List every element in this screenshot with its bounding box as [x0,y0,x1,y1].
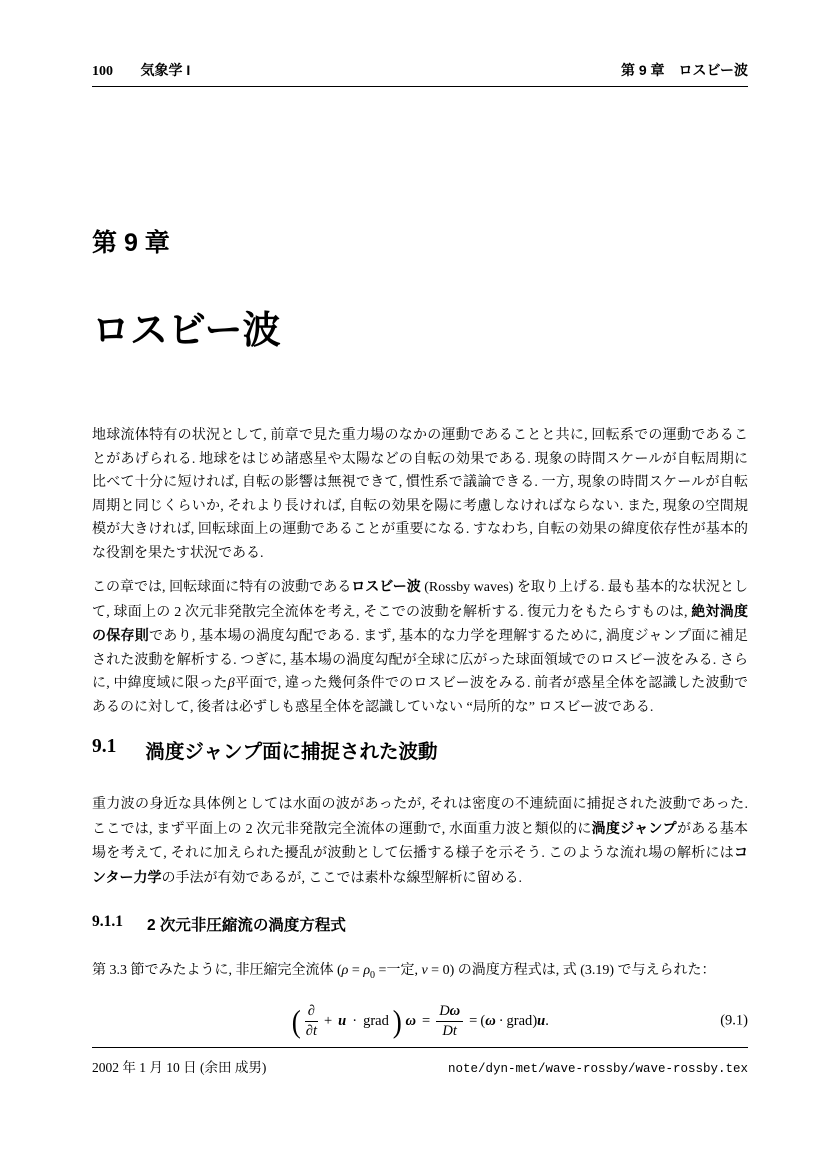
chapter-reference: 第 9 章 ロスビー波 [620,62,748,78]
subsection-title: 2 次元非圧縮流の渦度方程式 [147,917,346,934]
period: . [545,1012,549,1029]
course-title: 気象学 I [140,62,191,78]
footer-date: 2002 年 1 月 10 日 (余田 成男) [92,1060,267,1075]
grad-operator: grad [506,1012,533,1029]
dot-operator: · [352,1012,358,1029]
chapter-title: ロスビー波 [92,310,281,352]
right-paren: ) [532,1012,538,1029]
vorticity-vector: ω [485,1012,496,1029]
plus-operator: + [323,1012,333,1029]
header-left [92,60,190,80]
subsection-heading-9-1-1 [92,913,748,935]
partial-time-fraction: $\frac{\partial}{\partial t}$ [305,1002,317,1039]
header-rule [92,86,748,87]
equals-sign: = [422,1012,431,1029]
equals-sign: = [469,1012,478,1029]
section-number: 9.1 [92,736,117,757]
page-footer [92,1056,748,1076]
equation-number: (9.1) [720,1012,748,1029]
dot-operator: · [498,1012,504,1029]
big-left-paren: ( [291,1003,301,1039]
intro-paragraph: 地球流体特有の状況として, 前章で見た重力場のなかの運動であることと共に, 回転系での運動であることがあげられる. 地球をはじめ諸惑星や太陽などの自転の効果である. 現象の時間スケールが自転周期に比べて十分に短ければ, 自転の影響は無視できて, 慣性系で議論できる. 一方, 現象の時間スケールが自転周期と同じくらいか, それより長ければ, 自転の効果を陽に考慮しなければならない. また, 現象の空間規模が大きければ, 回転球面上の運動であることが重要になる. すなわち, 自転の効果の緯度依存性が基本的な役割を果たす状況である. [92,428,748,561]
section-title: 渦度ジャンプ面に捕捉された波動 [145,741,438,763]
velocity-vector: u [338,1012,347,1029]
equation-block [92,994,748,1048]
page-header [92,60,748,80]
equation-lead-sentence: 第 3.3 節でみたように, 非圧縮完全流体 ($\rho = \rho_0$ =一定, ν = 0) の渦度方程式は, 式 (3.19) で与えられた： [92,963,716,981]
section-heading-9-1 [92,736,748,764]
chapter-number: 第 9 章 [92,229,170,257]
section-intro-paragraph: 重力波の身近な具体例としては水面の波があったが, それは密度の不連続面に捕捉された波動であった. ここでは, まず平面上の 2 次元非発散完全流体の運動で, 水面重力波と類似的に渦度ジャンプがある基本場を考えて, それに加えられた擾乱が波動として伝播する様子を示そう. このような流れ場の解析にはコンター力学の手法が有効であるが, ここでは素朴な線型解析に留める. [92,797,748,886]
footer-rule [92,1047,748,1048]
material-derivative-fraction: $\frac{D\omega}{Dt}$ [436,1003,463,1040]
subsection-number: 9.1.1 [92,913,123,930]
page-number: 100 [92,64,113,79]
equation-9-1 [291,1003,549,1040]
chapter-overview-paragraph: この章では, 回転球面に特有の波動であるロスビー波 (Rossby waves) を取り上げる. 最も基本的な状況として, 球面上の 2 次元非発散完全流体を考え, そこでの波動を解析する. 復元力をもたらすものは, 絶対渦度の保存則であり, 基本場の渦度勾配である. まず, 基本的な力学を理解するために, 渦度ジャンプ面に補足された波動を解析する. つぎに, 基本場の渦度勾配が全球に広がった球面領域でのロスビー波をみる. さらに, 中緯度域に限ったβ平面で, 違った幾何条件でのロスビー波をみる. 前者が惑星全体を認識した波動であるのに対して, 後者は必ずしも惑星全体を認識していない “局所的な” ロスビー波である. [92,578,749,715]
left-paren: ( [480,1012,486,1029]
vorticity-vector: ω [405,1012,416,1029]
velocity-vector: u [537,1012,546,1029]
footer-file-path: note/dyn-met/wave-rossby/wave-rossby.tex [447,1062,748,1076]
big-right-paren: ) [392,1003,402,1039]
grad-operator: grad [363,1012,389,1029]
